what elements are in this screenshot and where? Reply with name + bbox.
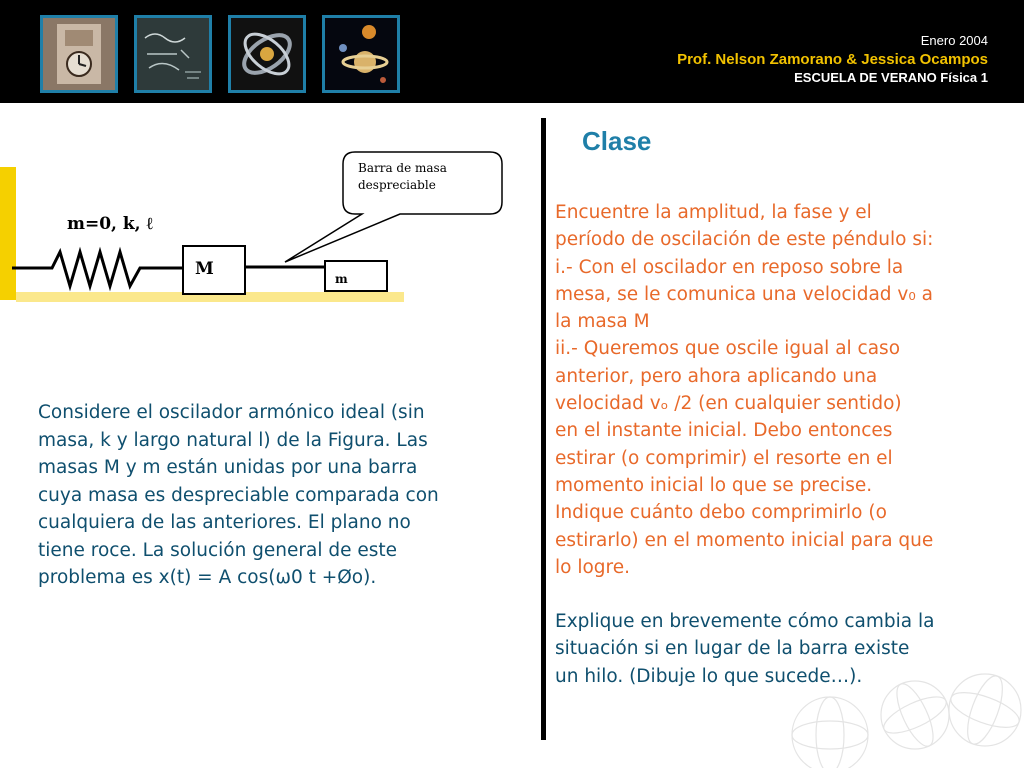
planets-image — [322, 15, 400, 93]
left-line: masa, k y largo natural l) de la Figura. Las — [38, 429, 428, 451]
chalkboard-image — [134, 15, 212, 93]
right-line: mesa, se le comunica una velocidad v₀ a — [555, 283, 933, 305]
paragraph-gap — [555, 581, 995, 608]
mass-big-label: M — [195, 259, 214, 279]
header-date: Enero 2004 — [920, 33, 988, 48]
diagram-wall — [0, 167, 16, 300]
left-line: problema es x(t) = A cos(ω0 t +Øo). — [38, 567, 377, 588]
right-line: período de oscilación de este péndulo si: — [555, 229, 934, 251]
header-authors: Prof. Nelson Zamorano & Jessica Ocampos — [677, 51, 988, 68]
decorative-globes — [780, 655, 1024, 772]
clock-image — [40, 15, 118, 93]
right-line: velocidad vₒ /2 (en cualquier sentido) — [555, 393, 902, 415]
mass-small-label: m — [335, 272, 348, 286]
spring-label: m=0, k, ℓ — [67, 214, 153, 234]
right-line: lo logre. — [555, 556, 631, 578]
left-line: Considere el oscilador armónico ideal (sin — [38, 402, 425, 423]
right-line: i.- Con el oscilador en reposo sobre la — [555, 256, 904, 278]
right-line: en el instante inicial. Debo entonces — [555, 420, 893, 442]
diagram-spring — [12, 252, 182, 286]
diagram-mass-big — [183, 246, 245, 294]
right-line: anterior, pero ahora aplicando una — [555, 365, 878, 387]
header-course: ESCUELA DE VERANO Física 1 — [794, 70, 988, 85]
left-line: cuya masa es despreciable comparada con — [38, 484, 439, 506]
page-title: Clase — [582, 126, 652, 156]
right-line: estirarlo) en el momento inicial para que — [555, 529, 934, 551]
right-line: ii.- Queremos que oscile igual al caso — [555, 338, 901, 360]
right-line: Indique cuánto debo comprimirlo (o — [555, 502, 887, 524]
right-line-2: situación si en lugar de la barra existe — [555, 638, 910, 660]
callout-line-2: despreciable — [358, 178, 436, 192]
callout-line-1: Barra de masa — [358, 161, 447, 175]
vertical-divider — [541, 118, 546, 740]
right-line: Encuentre la amplitud, la fase y el — [555, 202, 872, 223]
right-line: estirar (o comprimir) el resorte en el — [555, 447, 893, 469]
header-bar — [0, 0, 1024, 103]
left-line: masas M y m están unidas por una barra — [38, 457, 418, 478]
spring-mass-diagram — [0, 140, 540, 319]
questions-block — [555, 199, 995, 690]
right-line: la masa M — [555, 311, 650, 333]
right-line-2: un hilo. (Dibuje lo que sucede…). — [555, 665, 863, 687]
left-line: tiene roce. La solución general de este — [38, 539, 398, 561]
right-line-2: Explique en brevemente cómo cambia la — [555, 611, 935, 633]
problem-statement — [38, 399, 508, 592]
right-line: momento inicial lo que se precise. — [555, 474, 873, 496]
left-line: cualquiera de las anteriores. El plano no — [38, 512, 411, 533]
gyroscope-image — [228, 15, 306, 93]
